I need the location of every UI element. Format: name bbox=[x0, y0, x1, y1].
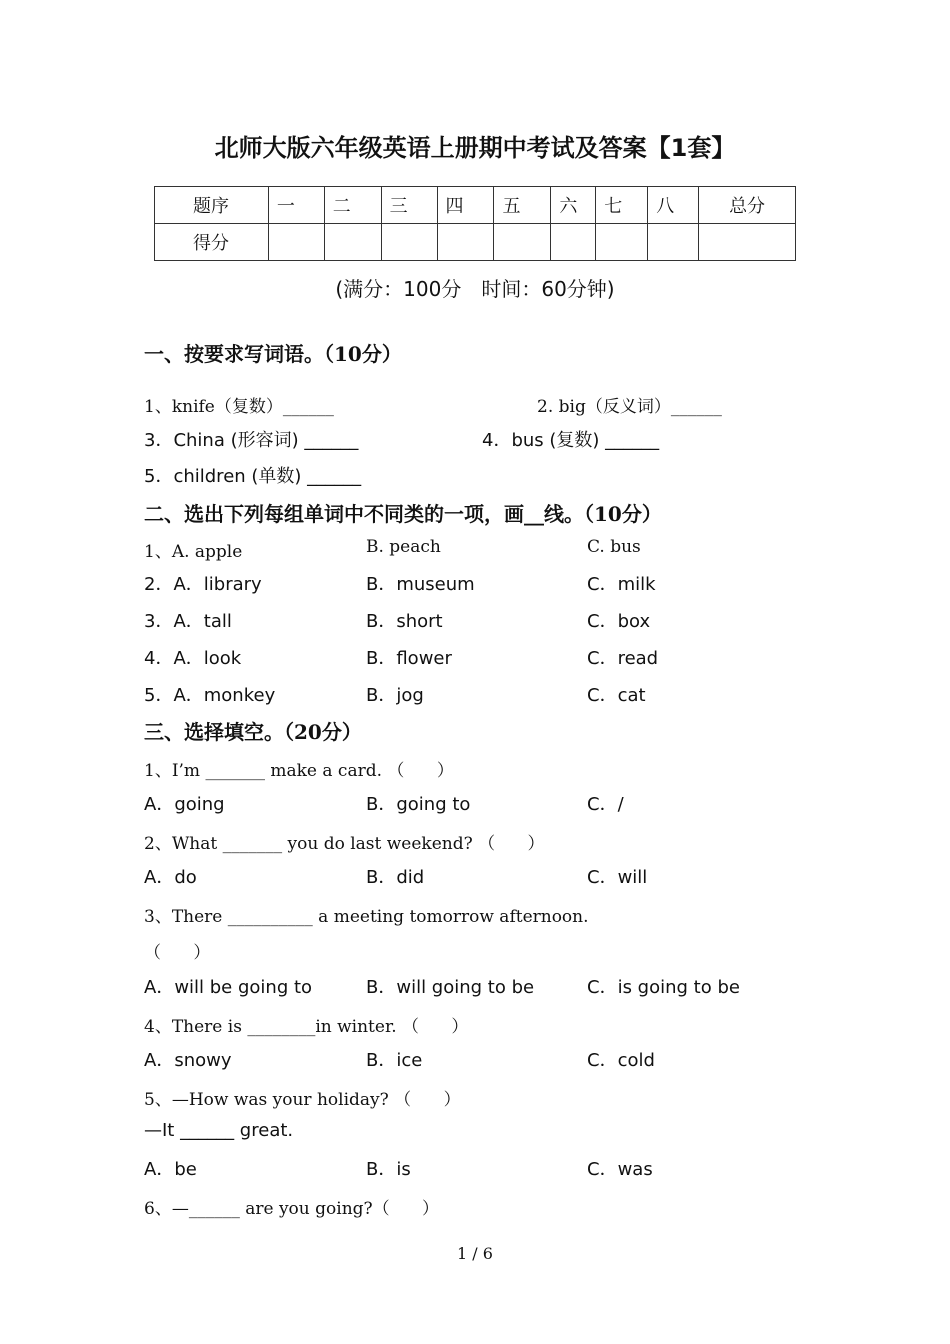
score-table-header-cell: 一 bbox=[268, 187, 324, 224]
s1-question-1: 1、knife（复数）______ bbox=[144, 397, 334, 417]
s2-option: 5．A．monkey bbox=[144, 685, 276, 706]
score-cell[interactable] bbox=[437, 224, 494, 261]
s3-question-1: 1、I’m _______ make a card. （ ） bbox=[144, 761, 454, 781]
score-table-header-cell: 总分 bbox=[699, 187, 796, 224]
s3-option: B．did bbox=[366, 867, 425, 888]
score-table bbox=[154, 186, 796, 261]
score-table-header-cell: 题序 bbox=[155, 187, 269, 224]
s2-option: C．read bbox=[587, 648, 659, 669]
s3-option: A．snowy bbox=[144, 1050, 232, 1071]
score-table-header-cell: 六 bbox=[551, 187, 596, 224]
s2-option: C．box bbox=[587, 611, 651, 632]
s2-option: B．short bbox=[366, 611, 443, 632]
s3-option: C．cold bbox=[587, 1050, 655, 1071]
s1-question-4: 4．bus (复数) ______ bbox=[482, 430, 660, 451]
s3-option: A．be bbox=[144, 1159, 197, 1180]
s3-option: C．will bbox=[587, 867, 648, 888]
score-table-header-cell: 八 bbox=[648, 187, 699, 224]
score-cell[interactable] bbox=[699, 224, 796, 261]
s3-option: B．going to bbox=[366, 794, 471, 815]
score-cell[interactable] bbox=[268, 224, 324, 261]
s3-option: A．going bbox=[144, 794, 225, 815]
s3-question-6: 6、—______ are you going?（ ） bbox=[144, 1199, 440, 1219]
s2-option: C．cat bbox=[587, 685, 646, 706]
score-table-header-cell: 五 bbox=[494, 187, 551, 224]
s2-option: B. peach bbox=[366, 537, 441, 557]
score-table-header-cell: 三 bbox=[381, 187, 437, 224]
s3-option: C．is going to be bbox=[587, 977, 740, 998]
s2-option: 1、A. apple bbox=[144, 542, 243, 562]
score-table-header-cell: 四 bbox=[437, 187, 494, 224]
s3-option: B．will going to be bbox=[366, 977, 535, 998]
s3-option: B．is bbox=[366, 1159, 411, 1180]
s2-option: 4．A．look bbox=[144, 648, 242, 669]
s3-question-5-reply: —It ______ great. bbox=[144, 1120, 294, 1141]
s3-option: B．ice bbox=[366, 1050, 423, 1071]
s3-question-5: 5、—How was your holiday? （ ） bbox=[144, 1090, 461, 1110]
s2-option: 2．A．library bbox=[144, 574, 262, 595]
score-table-score-row bbox=[155, 224, 796, 261]
s3-option: C．/ bbox=[587, 794, 624, 815]
score-cell[interactable] bbox=[648, 224, 699, 261]
s3-option: C．was bbox=[587, 1159, 653, 1180]
s1-question-5: 5．children (单数) ______ bbox=[144, 466, 362, 487]
s2-option: C．milk bbox=[587, 574, 656, 595]
score-cell[interactable] bbox=[596, 224, 648, 261]
s3-question-4: 4、There is ________in winter. （ ） bbox=[144, 1017, 469, 1037]
exam-info: (满分：100分 时间：60分钟) bbox=[335, 277, 615, 301]
section1-title: 一、按要求写词语。（10分） bbox=[144, 342, 402, 366]
score-cell[interactable] bbox=[494, 224, 551, 261]
page-number: 1 / 6 bbox=[457, 1244, 493, 1263]
document-title: 北师大版六年级英语上册期中考试及答案【1套】 bbox=[214, 134, 736, 162]
score-cell[interactable] bbox=[551, 224, 596, 261]
s2-option: B．jog bbox=[366, 685, 424, 706]
s3-question-2: 2、What _______ you do last weekend? （ ） bbox=[144, 834, 545, 854]
section3-title: 三、选择填空。（20分） bbox=[144, 720, 362, 744]
s3-question-3: 3、There __________ a meeting tomorrow afternoon. bbox=[144, 907, 589, 927]
s1-question-3: 3．China (形容词) ______ bbox=[144, 430, 359, 451]
score-row-label: 得分 bbox=[155, 224, 269, 261]
s3-option: A．will be going to bbox=[144, 977, 313, 998]
score-table-header-cell: 七 bbox=[596, 187, 648, 224]
s2-option: C. bus bbox=[587, 537, 641, 557]
section2-title: 二、选出下列每组单词中不同类的一项，画__线。（10分） bbox=[144, 502, 662, 526]
score-cell[interactable] bbox=[381, 224, 437, 261]
s2-option: 3．A．tall bbox=[144, 611, 232, 632]
s1-question-2: 2. big（反义词）______ bbox=[537, 397, 722, 417]
s2-option: B．museum bbox=[366, 574, 475, 595]
s3-option: A．do bbox=[144, 867, 197, 888]
score-table-header-row bbox=[155, 187, 796, 224]
s3-question-3-paren: （ ） bbox=[144, 943, 211, 963]
s2-option: B．flower bbox=[366, 648, 452, 669]
score-cell[interactable] bbox=[324, 224, 381, 261]
score-table-header-cell: 二 bbox=[324, 187, 381, 224]
